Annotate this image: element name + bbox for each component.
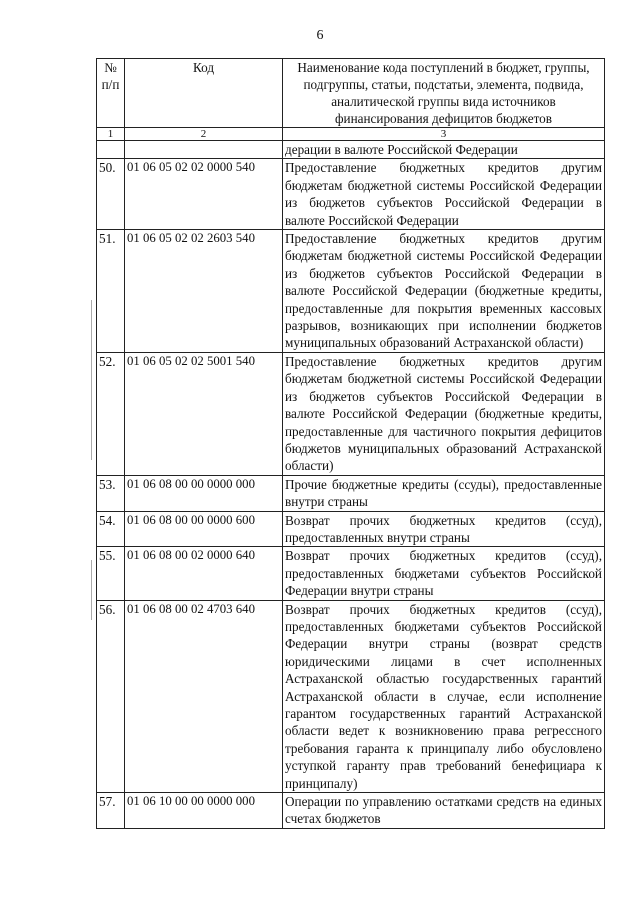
table-row: [97, 159, 605, 230]
row-number: 52.: [97, 352, 125, 475]
row-name: Возврат прочих бюджетных кредитов (ссуд), предоставленных бюджетами субъектов Российской Федерации внутри страны: [283, 547, 605, 600]
scan-edge-mark: [91, 300, 92, 460]
column-index: 1: [97, 128, 125, 141]
header-name: Наименование кода поступлений в бюджет, группы, подгруппы, статьи, подстатьи, элемента, подвида, аналитической группы вида источников финансирования дефицитов бюджетов: [283, 59, 605, 128]
scan-edge-mark: [91, 560, 92, 620]
row-code: 01 06 08 00 02 0000 640: [125, 547, 283, 600]
table-row: [97, 352, 605, 475]
row-name: Прочие бюджетные кредиты (ссуды), предоставленные внутри страны: [283, 475, 605, 511]
row-number: 54.: [97, 511, 125, 547]
row-code: 01 06 05 02 02 0000 540: [125, 159, 283, 230]
table-row: [97, 600, 605, 792]
row-code: 01 06 08 00 02 4703 640: [125, 600, 283, 792]
row-code: 01 06 10 00 00 0000 000: [125, 793, 283, 829]
table-header-row: [97, 59, 605, 128]
row-name: Предоставление бюджетных кредитов другим бюджетам бюджетной системы Российской Федерации из бюджетов субъектов Российской Федерации в валюте Российской Федерации: [283, 159, 605, 230]
row-number: [97, 141, 125, 159]
row-code: [125, 141, 283, 159]
budget-codes-table: [96, 58, 605, 829]
page-number: 6: [316, 28, 324, 43]
row-code: 01 06 08 00 00 0000 600: [125, 511, 283, 547]
row-number: 56.: [97, 600, 125, 792]
table-row-carryover: [97, 141, 605, 159]
column-index: 3: [283, 128, 605, 141]
row-number: 53.: [97, 475, 125, 511]
row-name: Операции по управлению остатками средств на единых счетах бюджетов: [283, 793, 605, 829]
row-name: дерации в валюте Российской Федерации: [283, 141, 605, 159]
table-row: [97, 511, 605, 547]
row-code: 01 06 05 02 02 2603 540: [125, 230, 283, 353]
table-row: [97, 793, 605, 829]
row-name: Возврат прочих бюджетных кредитов (ссуд), предоставленных внутри страны: [283, 511, 605, 547]
row-number: 57.: [97, 793, 125, 829]
column-index-row: [97, 128, 605, 141]
row-code: 01 06 05 02 02 5001 540: [125, 352, 283, 475]
row-number: 50.: [97, 159, 125, 230]
row-number: 55.: [97, 547, 125, 600]
row-code: 01 06 08 00 00 0000 000: [125, 475, 283, 511]
table-row: [97, 475, 605, 511]
row-name: Возврат прочих бюджетных кредитов (ссуд), предоставленных бюджетами субъектов Российской Федерации внутри страны (возврат средств юридическими лицами в счет исполненных Астраханской областью государственных гарантий Астраханской области в случае, если исполнение гарантом государственных гарантий Астраханской области ведет к возникновению права регрессного требования гаранта к принципалу либо обусловлено уступкой гаранту прав требований бенефициара к принципалу): [283, 600, 605, 792]
row-name: Предоставление бюджетных кредитов другим бюджетам бюджетной системы Российской Федерации из бюджетов субъектов Российской Федерации в валюте Российской Федерации (бюджетные кредиты, предоставленные для покрытия временных кассовых разрывов, возникающих при исполнении бюджетов муниципальных образований Астраханской области): [283, 230, 605, 353]
table-row: [97, 230, 605, 353]
header-code: Код: [125, 59, 283, 128]
row-name: Предоставление бюджетных кредитов другим бюджетам бюджетной системы Российской Федерации из бюджетов субъектов Российской Федерации в валюте Российской Федерации (бюджетные кредиты, предоставленные для частичного покрытия дефицитов бюджетов муниципальных образований Астраханской области): [283, 352, 605, 475]
header-number: № п/п: [97, 59, 125, 128]
column-index: 2: [125, 128, 283, 141]
row-number: 51.: [97, 230, 125, 353]
table-row: [97, 547, 605, 600]
